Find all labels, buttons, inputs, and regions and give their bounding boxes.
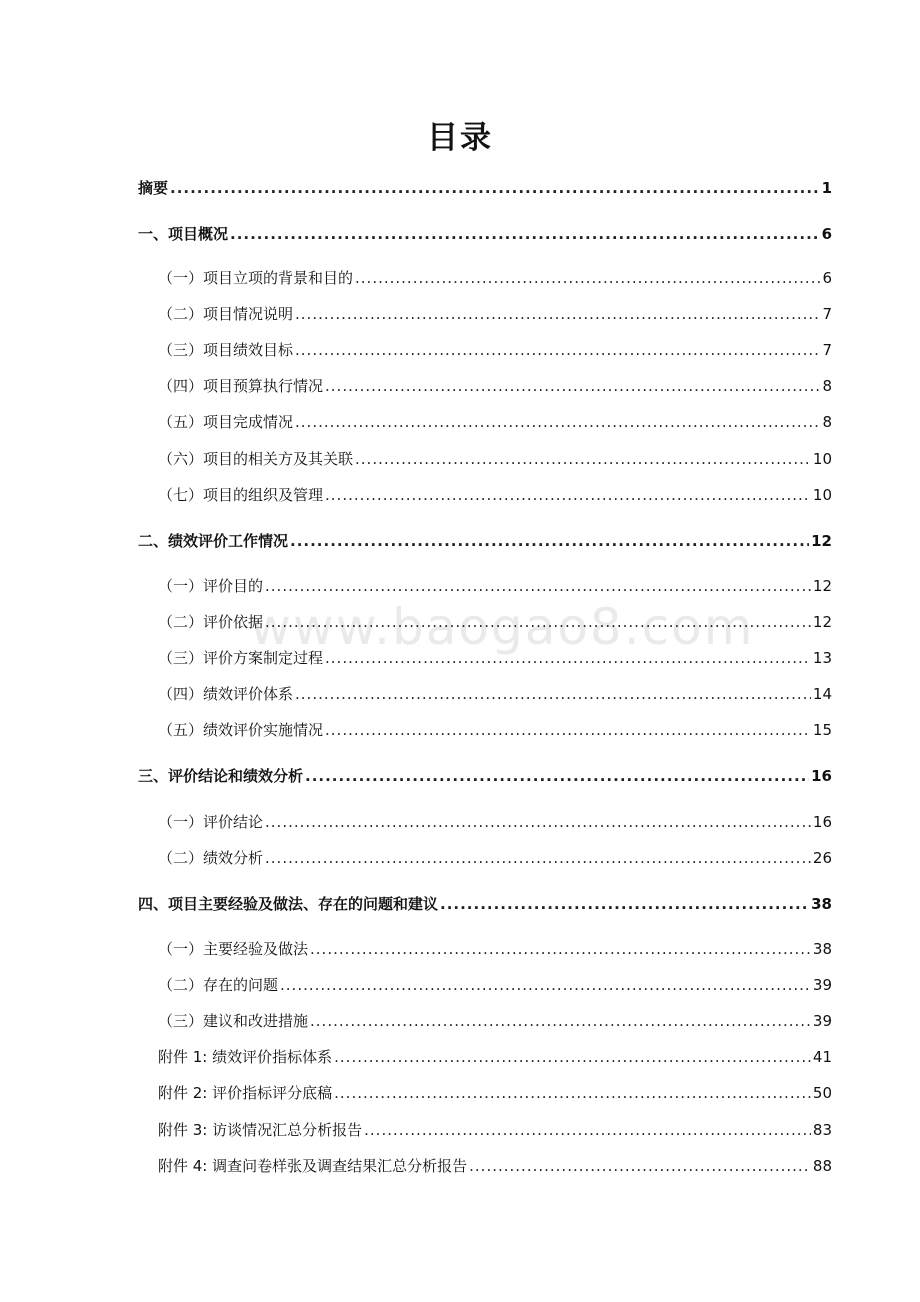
toc-entry[interactable] [158, 1083, 832, 1103]
toc-entry-label: （二）评价依据 [158, 613, 264, 631]
toc-entry-page: 7 [822, 305, 832, 323]
toc-entry-label: （六）项目的相关方及其关联 [158, 450, 354, 468]
toc-entry-label: （一）评价结论 [158, 813, 264, 831]
toc-entry-label: 附件 3: 访谈情况汇总分析报告 [158, 1121, 363, 1139]
toc-entry-page: 12 [812, 613, 832, 631]
toc-entry-label: （七）项目的组织及管理 [158, 486, 324, 504]
toc-entry-label: （三）项目绩效目标 [158, 341, 294, 359]
toc-leader-dots [265, 812, 811, 832]
toc-entry-label: （一）主要经验及做法 [158, 940, 309, 958]
toc-entry-page: 7 [822, 341, 832, 359]
toc-entry-page: 15 [812, 721, 832, 739]
toc-entry[interactable] [158, 485, 832, 505]
toc-entry-page: 14 [812, 685, 832, 703]
toc-entry-page: 16 [812, 813, 832, 831]
toc-entry-page: 88 [812, 1157, 832, 1175]
toc-entry[interactable] [158, 1047, 832, 1067]
toc-entry-page: 10 [812, 450, 832, 468]
toc-entry-label: （二）项目情况说明 [158, 305, 294, 323]
toc-entry-label: 附件 2: 评价指标评分底稿 [158, 1084, 333, 1102]
toc-entry-page: 26 [812, 849, 832, 867]
toc-leader-dots [265, 576, 811, 596]
toc-entry-label: （三）建议和改进措施 [158, 1012, 309, 1030]
toc-leader-dots [355, 449, 811, 469]
toc-entry-page: 10 [812, 486, 832, 504]
toc-entry-label: 二、绩效评价工作情况 [138, 532, 289, 550]
toc-leader-dots [469, 1156, 811, 1176]
toc-leader-dots [295, 684, 811, 704]
toc-entry-label: 附件 4: 调查问卷样张及调查结果汇总分析报告 [158, 1157, 468, 1175]
toc-entry[interactable] [158, 939, 832, 959]
toc-entry[interactable] [158, 340, 832, 360]
toc-leader-dots [325, 648, 811, 668]
toc-entry[interactable] [158, 848, 832, 868]
toc-entry[interactable] [158, 449, 832, 469]
toc-entry-label: （四）项目预算执行情况 [158, 377, 324, 395]
toc-leader-dots [325, 720, 811, 740]
toc-entry[interactable] [138, 766, 832, 786]
toc-leader-dots [290, 531, 809, 551]
toc-leader-dots [280, 975, 811, 995]
toc-entry[interactable] [158, 1011, 832, 1031]
watermark: www.baogao8.com [250, 598, 755, 656]
toc-entry[interactable] [158, 648, 832, 668]
toc-leader-dots [230, 224, 820, 244]
toc-entry-page: 6 [821, 225, 832, 243]
toc-entry-page: 1 [821, 179, 832, 197]
toc-leader-dots [440, 894, 809, 914]
toc-leader-dots [310, 1011, 811, 1031]
toc-entry-label: （四）绩效评价体系 [158, 685, 294, 703]
toc-entry-label: （二）存在的问题 [158, 976, 279, 994]
toc-entry[interactable] [138, 224, 832, 244]
toc-leader-dots [325, 485, 811, 505]
toc-entry[interactable] [138, 178, 832, 198]
toc-entry[interactable] [158, 576, 832, 596]
toc-leader-dots [295, 340, 820, 360]
toc-entry-label: 附件 1: 绩效评价指标体系 [158, 1048, 333, 1066]
toc-entry[interactable] [158, 412, 832, 432]
toc-leader-dots [355, 268, 820, 288]
toc-entry-page: 12 [811, 532, 832, 550]
toc-leader-dots [325, 376, 820, 396]
toc-entry-page: 39 [812, 1012, 832, 1030]
toc-leader-dots [265, 848, 811, 868]
toc-entry[interactable] [158, 720, 832, 740]
toc-entry[interactable] [158, 268, 832, 288]
toc-entry-page: 41 [812, 1048, 832, 1066]
toc-leader-dots [305, 766, 809, 786]
toc-entry[interactable] [158, 304, 832, 324]
toc-leader-dots [295, 304, 820, 324]
toc-leader-dots [310, 939, 811, 959]
toc-entry[interactable] [158, 1156, 832, 1176]
toc-entry[interactable] [158, 376, 832, 396]
toc-entry[interactable] [158, 684, 832, 704]
toc-entry-page: 39 [812, 976, 832, 994]
toc-entry[interactable] [158, 1120, 832, 1140]
toc-leader-dots [265, 612, 811, 632]
toc-leader-dots [295, 412, 820, 432]
toc-entry-page: 13 [812, 649, 832, 667]
toc-entry[interactable] [158, 812, 832, 832]
toc-entry-label: （一）评价目的 [158, 577, 264, 595]
toc-entry-label: （五）绩效评价实施情况 [158, 721, 324, 739]
toc-entry-label: （一）项目立项的背景和目的 [158, 269, 354, 287]
toc-entry-page: 38 [812, 940, 832, 958]
toc-entry-page: 12 [812, 577, 832, 595]
toc-leader-dots [334, 1047, 811, 1067]
toc-entry-label: 一、项目概况 [138, 225, 229, 243]
toc-entry-label: （五）项目完成情况 [158, 413, 294, 431]
toc-entry-label: （二）绩效分析 [158, 849, 264, 867]
toc-entry[interactable] [158, 612, 832, 632]
page-title: 目录 [427, 120, 493, 156]
toc-entry-page: 16 [811, 767, 832, 785]
toc-entry-page: 8 [822, 377, 832, 395]
toc-entry-page: 8 [822, 413, 832, 431]
toc-leader-dots [364, 1120, 811, 1140]
toc-entry-label: 四、项目主要经验及做法、存在的问题和建议 [138, 895, 439, 913]
toc-entry-page: 6 [822, 269, 832, 287]
toc-entry-page: 38 [811, 895, 832, 913]
toc-entry-label: 三、评价结论和绩效分析 [138, 767, 304, 785]
toc-leader-dots [170, 178, 820, 198]
toc-entry-page: 50 [812, 1084, 832, 1102]
toc-entry[interactable] [138, 894, 832, 914]
toc-entry[interactable] [158, 975, 832, 995]
toc-entry-label: 摘要 [138, 179, 169, 197]
toc-entry-label: （三）评价方案制定过程 [158, 649, 324, 667]
toc-entry[interactable] [138, 531, 832, 551]
toc-leader-dots [334, 1083, 811, 1103]
toc-entry-page: 83 [812, 1121, 832, 1139]
